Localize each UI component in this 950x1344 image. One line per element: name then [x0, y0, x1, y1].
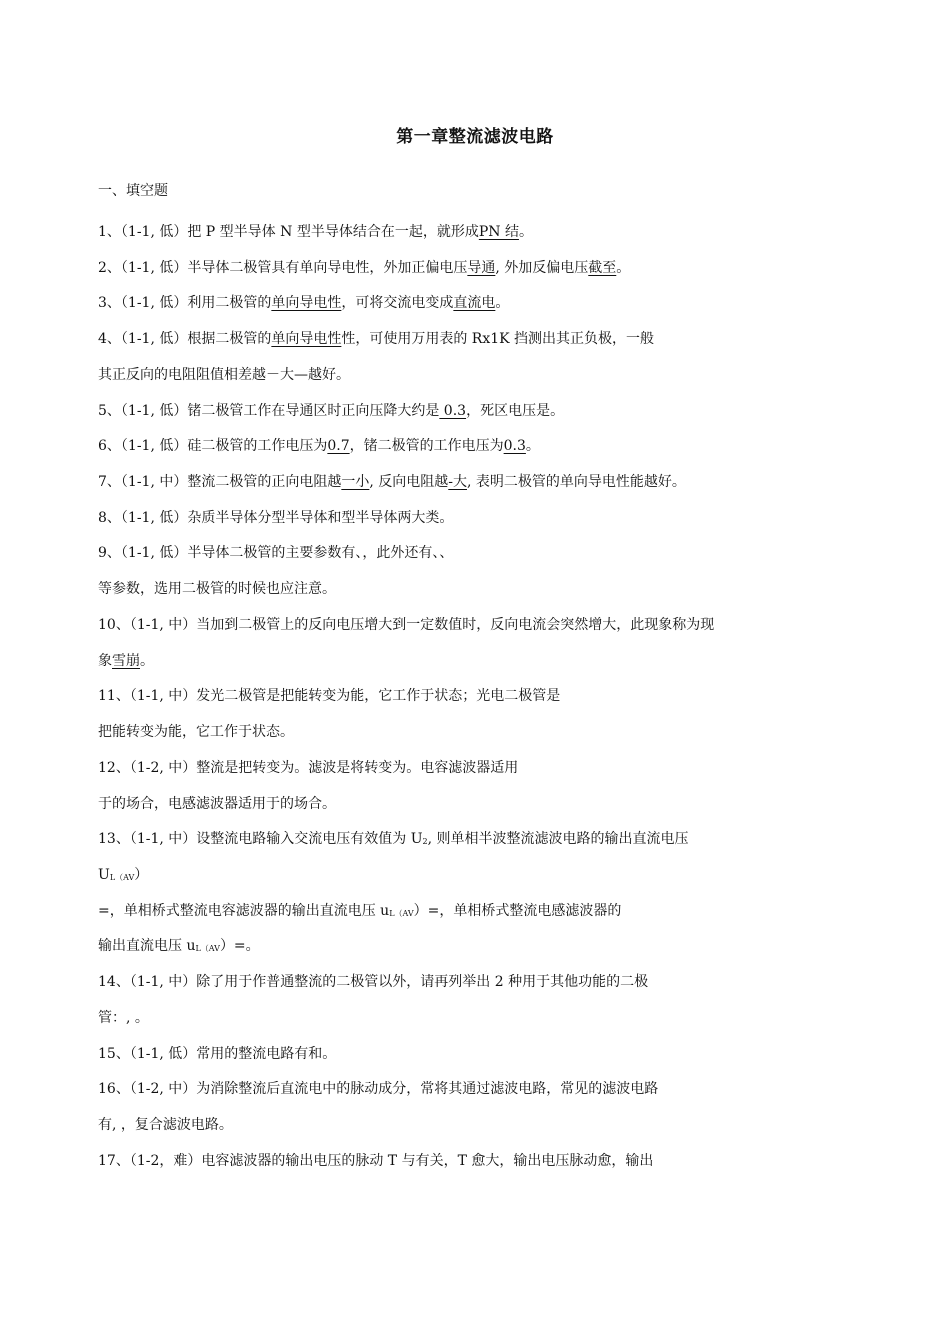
answer: 单向导电性 [271, 295, 342, 311]
answer: 0.3 [503, 438, 526, 454]
question-15: 15、（1-1, 低）常用的整流电路有和。 [98, 1046, 337, 1062]
question-16-cont: 有, ，复合滤波电路。 [98, 1117, 233, 1133]
chapter-title: 第一章整流滤波电路 [396, 127, 554, 147]
answer: 0.7 [327, 438, 350, 454]
question-13-line3: =，单相桥式整流电容滤波器的输出直流电压 uL（AV）=，单相桥式整流电感滤波器的 [98, 903, 622, 919]
question-11: 11、（1-1, 中）发光二极管是把能转变为能，它工作于状态；光电二极管是 [98, 688, 561, 704]
question-12: 12、（1-2, 中）整流是把转变为。滤波是将转变为。电容滤波器适用 [98, 760, 519, 776]
answer: 导通 [467, 260, 496, 276]
answer: PN 结 [478, 224, 519, 240]
question-12-cont: 于的场合，电感滤波器适用于的场合。 [98, 796, 336, 812]
question-10-cont: 象雪崩。 [98, 653, 154, 669]
question-4: 4、（1-1, 低）根据二极管的单向导电性性，可使用万用表的 Rx1K 挡测出其正负极，一般 [98, 331, 655, 347]
question-2: 2、（1-1, 低）半导体二极管具有单向导电性，外加正偏电压导通, 外加反偏电压截至。 [98, 260, 631, 276]
question-4-cont: 其正反向的电阻阻值相差越－大—越好。 [98, 367, 350, 383]
answer: 截至 [588, 260, 617, 276]
question-13-line2: UL（AV） [98, 867, 149, 883]
question-7: 7、（1-1, 中）整流二极管的正向电阻越一小, 反向电阻越-大, 表明二极管的单向导电性能越好。 [98, 474, 686, 490]
question-14-cont: 管：, 。 [98, 1010, 149, 1026]
section-heading: 一、填空题 [98, 183, 168, 199]
question-14: 14、（1-1, 中）除了用于作普通整流的二极管以外，请再列举出 2 种用于其他功能的二极 [98, 974, 649, 990]
question-9: 9、（1-1, 低）半导体二极管的主要参数有、，此外还有、、 [98, 545, 454, 561]
question-13: 13、（1-1, 中）设整流电路输入交流电压有效值为 U2, 则单相半波整流滤波电路的输出直流电压 [98, 831, 689, 847]
question-8: 8、（1-1, 低）杂质半导体分型半导体和型半导体两大类。 [98, 510, 454, 526]
question-5: 5、（1-1, 低）锗二极管工作在导通区时正向压降大约是 0.3，死区电压是。 [98, 403, 565, 419]
question-11-cont: 把能转变为能，它工作于状态。 [98, 724, 294, 740]
question-6: 6、（1-1, 低）硅二极管的工作电压为0.7，锗二极管的工作电压为0.3。 [98, 438, 540, 454]
answer: 雪崩 [112, 653, 140, 669]
question-13-line4: 输出直流电压 uL（AV）=。 [98, 938, 260, 954]
answer: 单向导电性 [271, 331, 342, 347]
question-10: 10、（1-1, 中）当加到二极管上的反向电压增大到一定数值时，反向电流会突然增大，此现象称为现 [98, 617, 715, 633]
question-17: 17、（1-2，难）电容滤波器的输出电压的脉动 T 与有关，T 愈大，输出电压脉动愈，输出 [98, 1153, 654, 1169]
question-16: 16、（1-2, 中）为消除整流后直流电中的脉动成分，常将其通过滤波电路，常见的滤波电路 [98, 1081, 659, 1097]
answer: 直流电 [453, 295, 496, 311]
question-1: 1、（1-1, 低）把 P 型半导体 N 型半导体结合在一起，就形成PN 结。 [98, 224, 533, 240]
answer: 0.3 [439, 403, 467, 419]
question-3: 3、（1-1, 低）利用二极管的单向导电性，可将交流电变成直流电。 [98, 295, 510, 311]
answer: -大 [448, 474, 467, 490]
answer: 一小 [341, 474, 370, 490]
question-9-cont: 等参数，选用二极管的时候也应注意。 [98, 581, 336, 597]
